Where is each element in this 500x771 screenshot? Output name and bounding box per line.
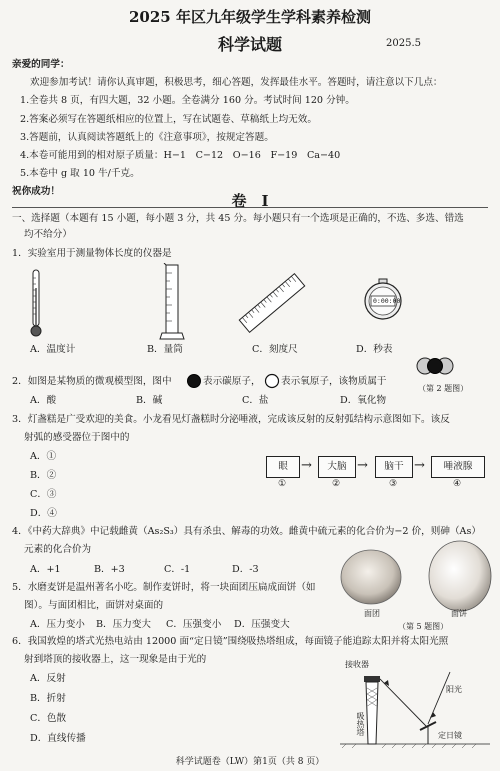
reflex-box-salivary-gland: 唾液腺 [431,456,485,478]
mirror-label: 定日镜 [438,731,462,740]
page-footer: 科学试题卷（LW）第1页（共 8 页） [175,757,325,767]
q3-option-c: C．③ [30,489,57,500]
q1-stem: 1．实验室用于测量物体长度的仪器是 [12,248,172,259]
q4-option-a: A．+1 [30,564,61,575]
q3-line1: 3．灯盏糕是广受欢迎的美食。小龙看见灯盏糕时分泌唾液，完成该反射的反射弧结构示意图如下。该反 [12,414,450,425]
q2-caption: （第 2 题图） [418,384,469,393]
q3-line2: 射弧的感受器位于图中的 [24,432,130,443]
q2-option-a: A．酸 [30,395,57,406]
receiver-label: 接收器 [345,660,369,669]
dough-image [336,548,406,606]
q1-option-d: D．秒表 [356,344,393,355]
reflex-box-eye: 眼 [266,456,300,478]
q5-option-d: D．压强变大 [234,619,290,630]
flatbread-label: 面饼 [451,609,467,618]
q2-option-b: B．碱 [136,395,163,406]
q5-option-b: B．压力变大 [96,619,152,630]
carbon-atom-icon [186,373,202,389]
q2-option-c: C．盐 [242,395,269,406]
q6-option-c: C．色散 [30,713,67,724]
q6-line2: 射到塔顶的接收器上，这一现象是由于光的 [24,654,207,665]
q3-option-d: D．④ [30,508,57,519]
solar-tower-diagram [340,664,490,750]
arrow-right-icon: → [301,458,312,473]
q1-option-a: A．温度计 [30,344,76,355]
co2-molecule-image [413,353,457,379]
q1-option-b: B．量筒 [147,344,183,355]
q4-option-b: B．+3 [94,564,125,575]
stopwatch-display: 0:00:00 [373,297,401,305]
q1-option-c: C．刻度尺 [252,344,298,355]
q4-line1: 4．《中药大辞典》中记载雌黄（As₂S₃）具有杀虫、解毒的功效。雌黄中硫元素的化合价为−2 价，则砷（As） [12,526,481,537]
reflex-box-brainstem: 脑干 [375,456,413,478]
sunlight-label: 阳光 [446,685,462,694]
q5-line1: 5．水磨麦饼是温州著名小吃。制作麦饼时，将一块面团压扁成面饼（如 [12,582,316,593]
dough-label: 面团 [364,609,380,618]
reflex-label-3: ③ [389,479,398,489]
q2-stem-b: 表示碳原子， [203,376,261,387]
q4-option-d: D．-3 [232,564,259,575]
exam-title: 2025 年区九年级学生学科素养检测 [129,8,371,26]
q5-option-a: A．压力变小 [30,619,85,630]
reflex-label-1: ① [278,479,287,489]
notice-item: 1.全卷共 8 页，有四大题，32 小题。全卷满分 160 分。考试时间 120 分钟。 [20,95,355,107]
notice-item: 5.本卷中 g 取 10 牛/千克。 [20,168,140,180]
section-intro-line1: 一、选择题（本题有 15 小题，每小题 3 分，共 45 分。每小题只有一个选项是正确的，不选、多选、错选 [12,213,464,224]
section-divider [12,207,488,208]
q6-option-a: A．反射 [30,673,66,684]
flatbread-image [426,538,494,614]
notice-item: 3.答题前，认真阅读答题纸上的《注意事项》，按规定答题。 [20,131,274,143]
notice-greeting: 亲爱的同学： [12,59,70,70]
notice-item: 2.答案必须写在答题纸相应的位置上，写在试题卷、草稿纸上均无效。 [20,113,317,125]
section-intro-line2: 均不给分） [24,229,72,240]
notice-closing: 祝你成功！ [12,186,60,198]
reflex-label-2: ② [332,479,341,489]
q6-line1: 6．我国敦煌的塔式光热电站由 12000 面“定日镜”围绕吸热塔组成，每面镜子能追踪太阳并将太阳光照 [12,636,449,647]
notice-intro: 欢迎参加考试！请你认真审题，积极思考，细心答题，发挥最佳水平。答题时，请注意以下几点： [30,77,443,89]
q6-option-b: B．折射 [30,693,66,704]
notice-item: 4.本卷可能用到的相对原子质量：H−1 C−12 O−16 F−19 Ca−40 [20,150,341,162]
q5-line2: 图）。与面团相比，面饼对桌面的 [24,600,164,611]
q2-stem-c: 表示氧原子，该物质属于 [281,376,387,387]
q5-caption: （第 5 题图） [398,622,449,631]
q6-option-d: D．直线传播 [30,733,86,744]
q5-option-c: C．压强变小 [166,619,222,630]
notice-block [12,56,490,202]
q4-line2: 元素的化合价为 [24,544,92,555]
reflex-box-brain: 大脑 [318,456,356,478]
oxygen-atom-icon [264,373,280,389]
ruler-image [234,266,310,340]
arrow-right-icon: → [357,458,368,473]
graduated-cylinder-image [158,263,188,343]
q2-option-d: D．氧化物 [340,395,387,406]
section-heading: 卷 I [231,192,269,210]
thermometer-image [26,268,46,340]
exam-subtitle: 科学试题 [217,35,282,54]
tower-label: 吸热塔 [356,712,365,736]
q3-option-b: B．② [30,470,57,481]
q2-stem-a: 2．如图是某物质的微观模型图，图中 [12,376,172,387]
q4-option-c: C．-1 [164,564,191,575]
exam-date: 2025.5 [386,38,421,49]
q3-option-a: A．① [30,451,57,462]
arrow-right-icon: → [414,458,425,473]
reflex-label-4: ④ [453,479,462,489]
